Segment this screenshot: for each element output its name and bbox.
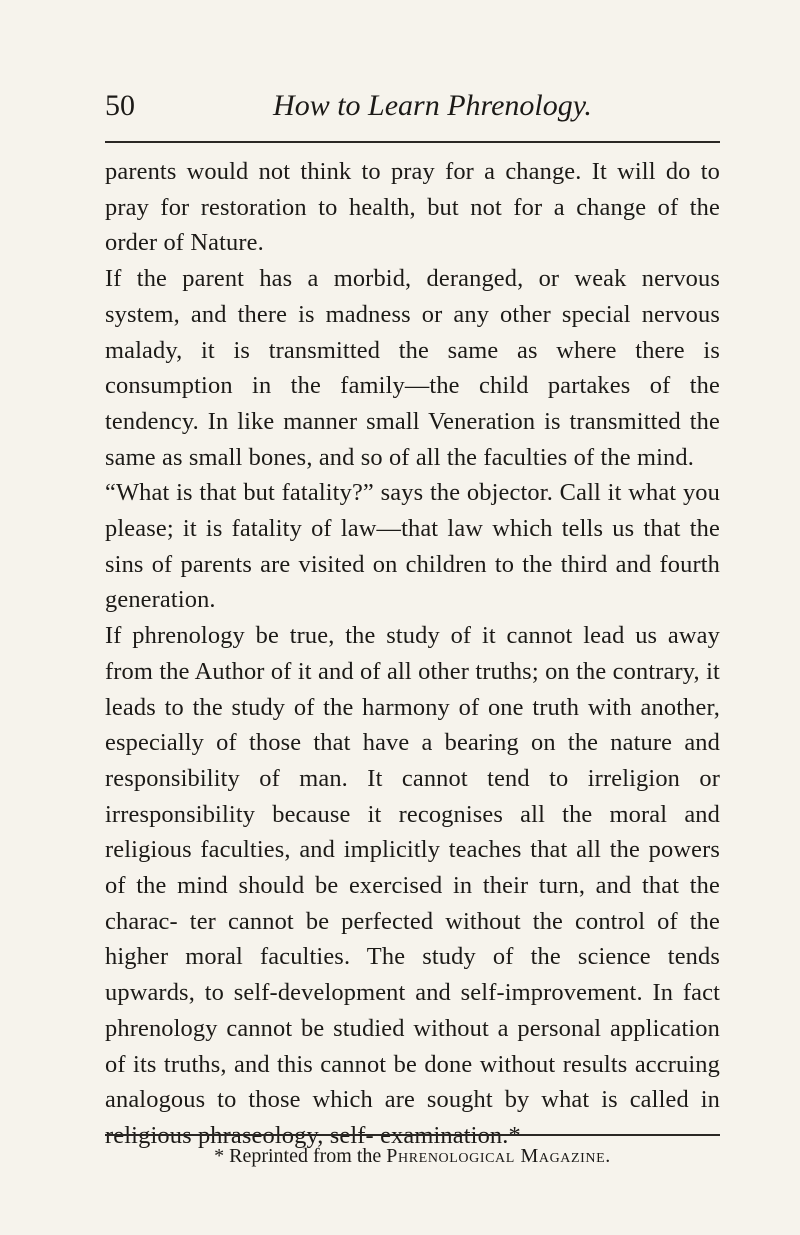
paragraph: “What is that but fatality?” says the objector. Call it what you please; it is fatality of law—that law which tells us that the sins of parents are visited on children to the third and fourth generation. (105, 479, 720, 614)
paragraph: parents would not think to pray for a change. It will do to pray for restoration to health, but not for a change of the order of Nature. (105, 158, 720, 257)
paragraph: If phrenology be true, the study of it cannot lead us away from the Author of it and of all other truths; on the contrary, it leads to the study of the harmony of one truth with another, especially of those that have a bearing on the nature and responsibility of man. It cannot tend to irreligion or irresponsibility because it recognises all the moral and religious faculties, and implicitly teaches that all the powers of the mind should be exercised in their turn, and that the charac- ter cannot be perfected without the control of the higher moral faculties. The study of the science tends upwards, to self-development and self-improvement. In fact phrenology cannot be studied without a personal application of its truths, and this cannot be done without results accruing analogous to those which are sought by what is called in religious phraseology, self- examination.* (105, 622, 720, 1149)
page-number: 50 (105, 89, 135, 122)
header-rule (105, 141, 720, 143)
paragraph: If the parent has a morbid, deranged, or weak nervous system, and there is madness or any other special nervous malady, it is transmitted the same as where there is consumption in the family—the child partakes of the tendency. In like manner small Veneration is transmitted the same as small bones, and so of all the faculties of the mind. (105, 265, 720, 471)
footnote (105, 1142, 720, 1170)
body-text (105, 154, 720, 1154)
footnote-source: Phrenological Magazine. (386, 1145, 611, 1167)
page-header (105, 86, 720, 132)
footnote-marker: * (214, 1145, 225, 1167)
footnote-rule (105, 1134, 720, 1136)
running-title: How to Learn Phrenology. (273, 89, 592, 122)
footnote-text: Reprinted from the (229, 1145, 382, 1167)
